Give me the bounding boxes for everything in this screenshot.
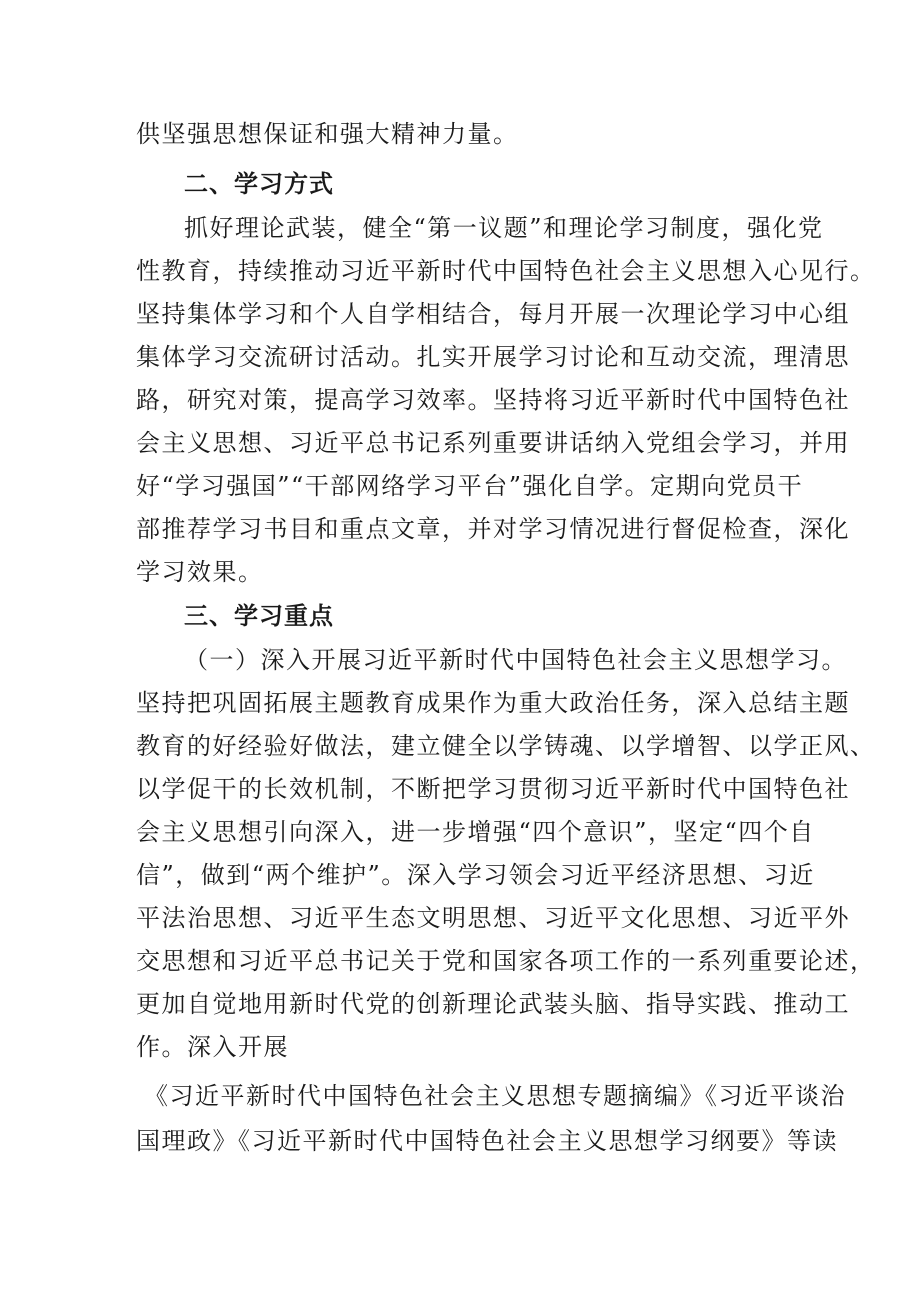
text-line: 坚持集体学习和个人自学相结合，每月开展一次理论学习中心组 xyxy=(136,300,850,328)
text-line: 集体学习交流研讨活动。扎实开展学习讨论和互动交流，理清思 xyxy=(136,343,850,371)
text-line: 性教育，持续推动习近平新时代中国特色社会主义思想入心见行。 xyxy=(136,257,876,285)
text-line: 抓好理论武装，健全“第一议题”和理论学习制度，强化党 xyxy=(184,214,824,242)
text-line: 坚持把巩固拓展主题教育成果作为重大政治任务，深入总结主题 xyxy=(136,689,850,717)
section-heading: 二、学习方式 xyxy=(184,170,334,198)
text-line: 供坚强思想保证和强大精神力量。 xyxy=(136,120,519,148)
text-line: 学习效果。 xyxy=(136,558,264,586)
text-line: 会主义思想引向深入，进一步增强“四个意识”，坚定“四个自 xyxy=(136,818,815,846)
text-line: 更加自觉地用新时代党的创新理论武装头脑、指导实践、推动工 xyxy=(136,990,850,1018)
subsection-heading: （一）深入开展习近平新时代中国特色社会主义思想学习。 xyxy=(184,646,847,674)
text-line: 交思想和习近平总书记关于党和国家各项工作的一系列重要论述， xyxy=(136,947,876,975)
section-heading: 三、学习重点 xyxy=(184,602,334,630)
text-line: 以学促干的长效机制，不断把学习贯彻习近平新时代中国特色社 xyxy=(136,775,850,803)
text-line: 《习近平新时代中国特色社会主义思想专题摘编》《习近平谈治 xyxy=(144,1082,846,1110)
text-line: 教育的好经验好做法，建立健全以学铸魂、以学增智、以学正风、 xyxy=(136,732,876,760)
text-line: 好“学习强国”“干部网络学习平台”强化自学。定期向党员干 xyxy=(136,472,804,500)
text-line: 会主义思想、习近平总书记系列重要讲话纳入党组会学习，并用 xyxy=(136,429,850,457)
text-line: 作。深入开展 xyxy=(136,1033,289,1061)
text-line: 信”，做到“两个维护”。深入学习领会习近平经济思想、习近 xyxy=(136,861,815,889)
text-line: 平法治思想、习近平生态文明思想、习近平文化思想、习近平外 xyxy=(136,904,850,932)
text-line: 部推荐学习书目和重点文章，并对学习情况进行督促检查，深化 xyxy=(136,515,850,543)
text-line: 国理政》《习近平新时代中国特色社会主义思想学习纲要》等读 xyxy=(136,1127,838,1155)
text-line: 路，研究对策，提高学习效率。坚持将习近平新时代中国特色社 xyxy=(136,386,850,414)
